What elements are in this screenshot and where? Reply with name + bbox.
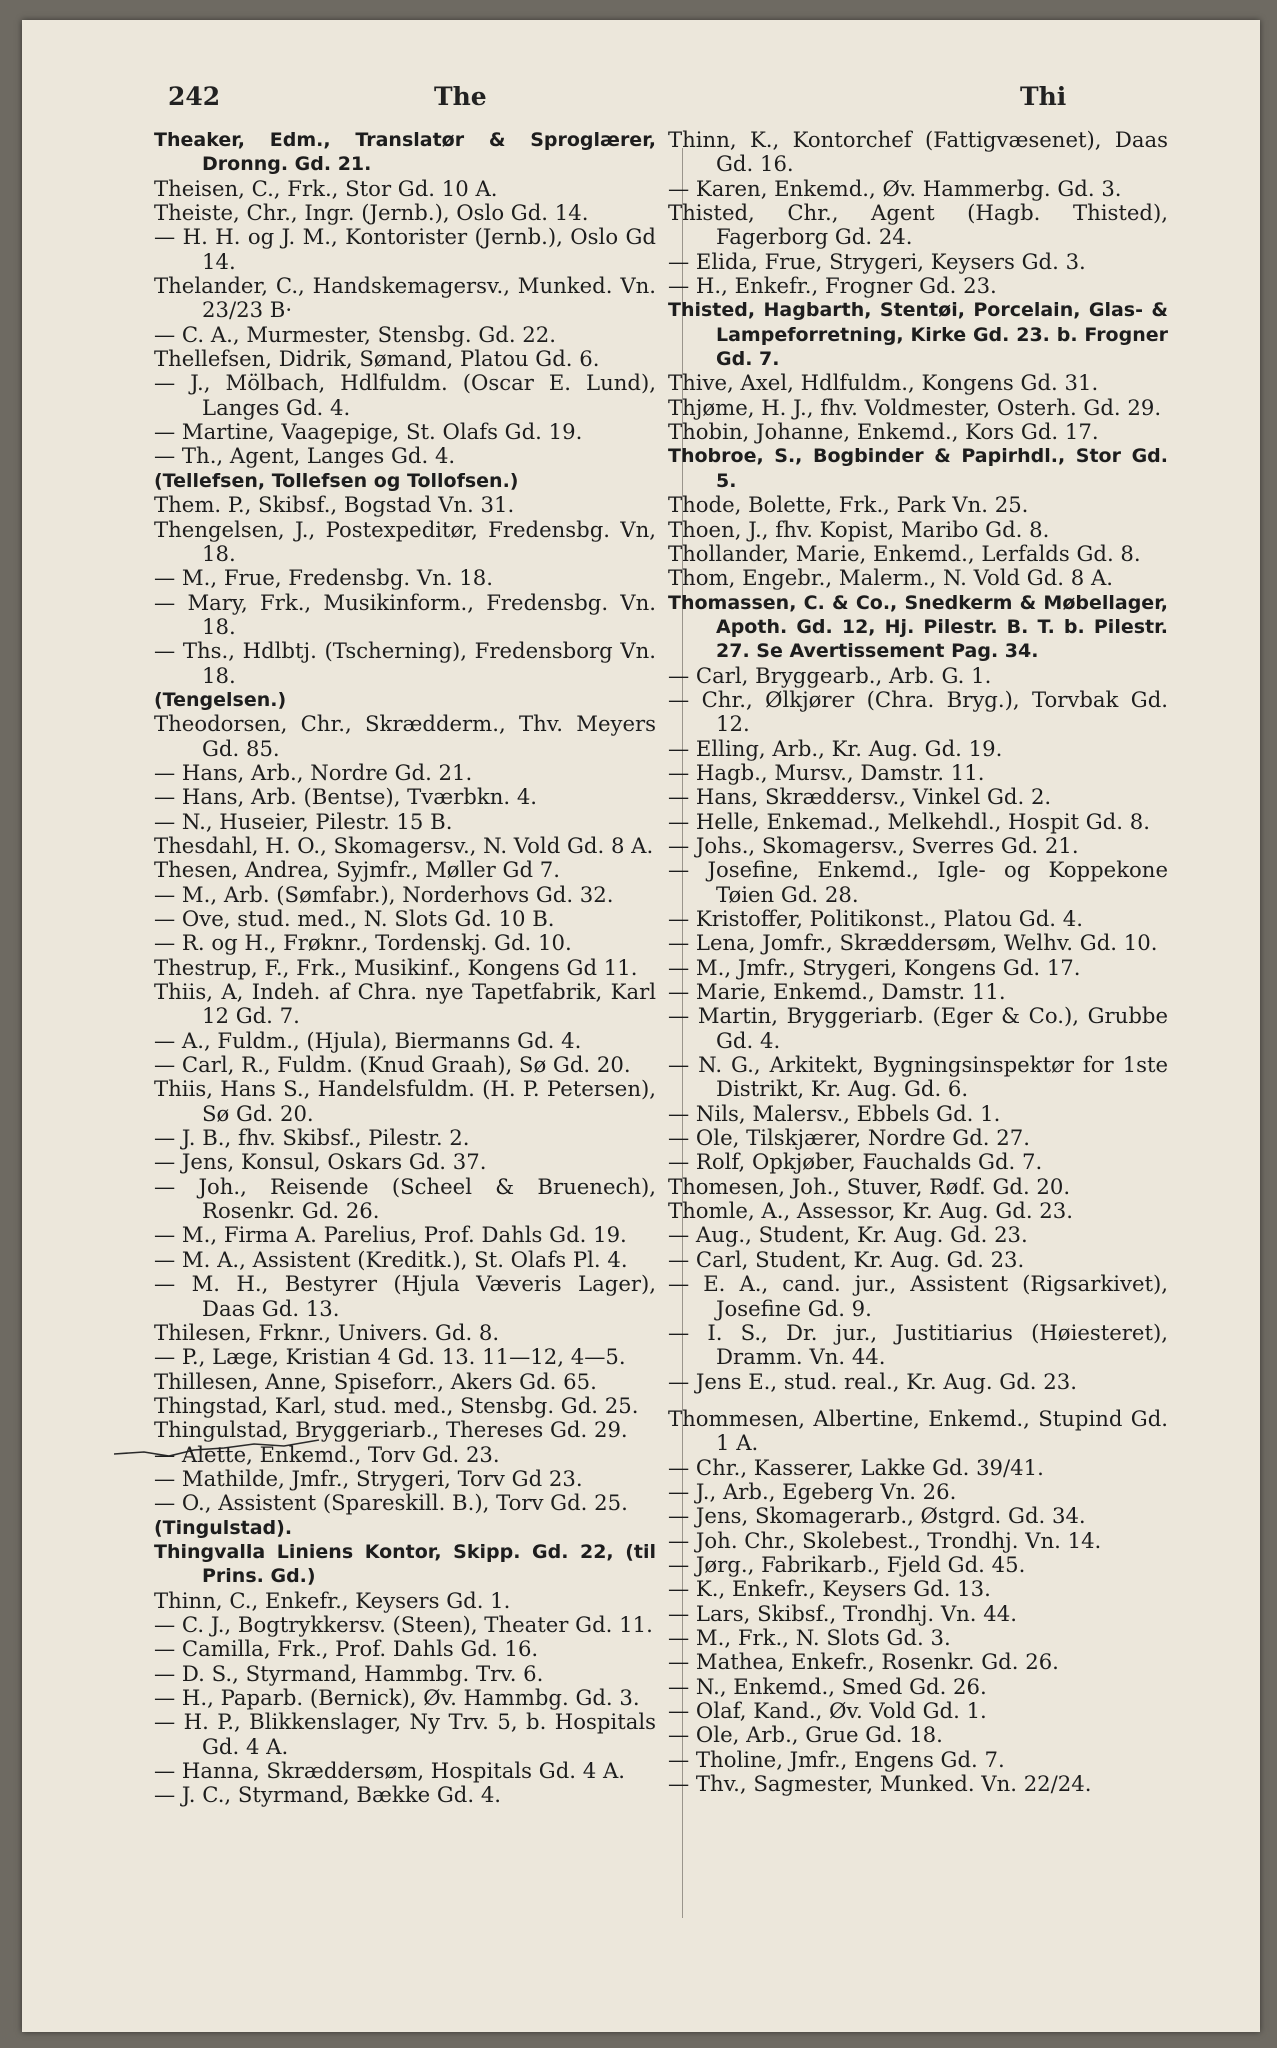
directory-entry: — Ths., Hdlbtj. (Tscherning), Fredensborg Vn. 18.: [154, 638, 656, 688]
directory-entry: — R. og H., Frøknr., Tordenskj. Gd. 10.: [154, 930, 572, 956]
directory-entry: — Carl, R., Fuldm. (Knud Graah), Sø Gd. 20.: [154, 1052, 631, 1078]
directory-entry: — N., Enkemd., Smed Gd. 26.: [668, 1673, 987, 1699]
page-number: 242: [168, 82, 221, 111]
directory-entry: — Carl, Student, Kr. Aug. Gd. 23.: [668, 1246, 1025, 1272]
directory-entry: — Hanna, Skræddersøm, Hospitals Gd. 4 A.: [154, 1758, 625, 1784]
directory-entry: — Martine, Vaagepige, St. Olafs Gd. 19.: [154, 419, 583, 445]
directory-entry: Thiis, A, Indeh. af Chra. nye Tapetfabrik, Karl 12 Gd. 7.: [154, 979, 656, 1029]
header-left-word: The: [434, 82, 487, 111]
directory-entry: — A., Fuldm., (Hjula), Biermanns Gd. 4.: [154, 1027, 582, 1053]
directory-entry: (Tellefsen, Tollefsen og Tollofsen.): [154, 469, 519, 492]
directory-entry: Thestrup, F., Frk., Musikinf., Kongens Gd 11.: [154, 954, 638, 980]
directory-entry: — M. H., Bestyrer (Hjula Væveris Lager), Daas Gd. 13.: [154, 1271, 656, 1321]
directory-entry: — Josefine, Enkemd., Igle- og Koppekone Tøien Gd. 28.: [668, 857, 1168, 907]
left-column: [154, 128, 656, 1808]
directory-entry: — Carl, Bryggearb., Arb. G. 1.: [668, 662, 992, 688]
directory-entry: — Jens E., stud. real., Kr. Aug. Gd. 23.: [668, 1368, 1077, 1394]
directory-entry: — Mathilde, Jmfr., Strygeri, Torv Gd 23.: [154, 1465, 583, 1491]
directory-entry: Thillesen, Anne, Spiseforr., Akers Gd. 65.: [154, 1368, 597, 1394]
directory-entry: Thollander, Marie, Enkemd., Lerfalds Gd. 8.: [668, 540, 1141, 566]
directory-entry: — M., Frk., N. Slots Gd. 3.: [668, 1624, 951, 1650]
directory-entry: — Jens, Skomagerarb., Østgrd. Gd. 34.: [668, 1503, 1086, 1529]
directory-entry: — Olaf, Kand., Øv. Vold Gd. 1.: [668, 1698, 987, 1723]
directory-entry: — H. H. og J. M., Kontorister (Jernb.), Oslo Gd 14.: [154, 224, 656, 274]
directory-entry: — M., Arb. (Sømfabr.), Norderhovs Gd. 32.: [154, 881, 614, 907]
directory-entry: Thisted, Chr., Agent (Hagb. Thisted), Fagerborg Gd. 24.: [668, 200, 1168, 250]
directory-entry: (Tingulstad).: [154, 1516, 293, 1539]
directory-entry: — Th., Agent, Langes Gd. 4.: [154, 443, 456, 469]
directory-entry: Thilesen, Frknr., Univers. Gd. 8.: [154, 1319, 500, 1345]
directory-entry: — Hans, Arb. (Bentse), Tværbkn. 4.: [154, 784, 538, 810]
directory-entry: Thomassen, C. & Co., Snedkerm & Møbellager, Apoth. Gd. 12, Hj. Pilestr. B. T. b. Pilestr. 27. Se Avertissement Pag. 34.: [668, 591, 1168, 663]
directory-entry: — Ole, Arb., Grue Gd. 18.: [668, 1722, 943, 1748]
directory-entry: — Ole, Tilskjærer, Nordre Gd. 27.: [668, 1125, 1030, 1151]
directory-entry: Thobin, Johanne, Enkemd., Kors Gd. 17.: [668, 419, 1099, 445]
directory-entry: Thingstad, Karl, stud. med., Stensbg. Gd. 25.: [154, 1392, 639, 1418]
directory-entry: — H. P., Blikkenslager, Ny Trv. 5, b. Hospitals Gd. 4 A.: [154, 1709, 656, 1759]
directory-entry: — Nils, Malersv., Ebbels Gd. 1.: [668, 1100, 1001, 1126]
directory-entry: Thinn, K., Kontorchef (Fattigvæsenet), Daas Gd. 16.: [668, 127, 1168, 177]
directory-entry: Thomle, A., Assessor, Kr. Aug. Gd. 23.: [668, 1198, 1074, 1224]
directory-entry: Thisted, Hagbarth, Stentøi, Porcelain, Glas- & Lampeforretning, Kirke Gd. 23. b. Frogner Gd. 7.: [668, 299, 1168, 371]
directory-entry: Thive, Axel, Hdlfuldm., Kongens Gd. 31.: [668, 370, 1099, 396]
directory-entry: — Hans, Skræddersv., Vinkel Gd. 2.: [668, 784, 1052, 810]
directory-entry: — M. A., Assistent (Kreditk.), St. Olafs Pl. 4.: [154, 1246, 628, 1272]
directory-entry: — J. C., Styrmand, Bække Gd. 4.: [154, 1782, 502, 1808]
directory-entry: — Elida, Frue, Strygeri, Keysers Gd. 3.: [668, 248, 1086, 274]
header-right-word: Thi: [1020, 82, 1067, 111]
directory-entry: — Kristoffer, Politikonst., Platou Gd. 4.: [668, 906, 1083, 931]
directory-entry: — Helle, Enkemad., Melkehdl., Hospit Gd. 8.: [668, 808, 1150, 834]
directory-entry: — E. A., cand. jur., Assistent (Rigsarkivet), Josefine Gd. 9.: [668, 1271, 1168, 1321]
directory-entry: (Tengelsen.): [154, 688, 287, 711]
directory-entry: — Lars, Skibsf., Trondhj. Vn. 44.: [668, 1600, 1017, 1626]
directory-entry: Theisen, C., Frk., Stor Gd. 10 A.: [154, 175, 498, 201]
directory-entry: Thoen, J., fhv. Kopist, Maribo Gd. 8.: [668, 516, 1050, 542]
directory-entry: — Chr., Ølkjører (Chra. Bryg.), Torvbak Gd. 12.: [668, 686, 1168, 737]
directory-entry: — Alette, Enkemd., Torv Gd. 23.: [154, 1441, 500, 1467]
directory-entry: Thode, Bolette, Frk., Park Vn. 25.: [668, 492, 1029, 518]
directory-entry: Thingvalla Liniens Kontor, Skipp. Gd. 22, (til Prins. Gd.): [154, 1540, 656, 1588]
directory-entry: — Lena, Jomfr., Skræddersøm, Welhv. Gd. 10.: [668, 930, 1158, 956]
directory-entry: Thomesen, Joh., Stuver, Rødf. Gd. 20.: [668, 1173, 1071, 1199]
directory-entry: — Tholine, Jmfr., Engens Gd. 7.: [668, 1746, 1005, 1772]
directory-entry: — Mary, Frk., Musikinform., Fredensbg. Vn. 18.: [154, 589, 656, 639]
directory-entry: — Hans, Arb., Nordre Gd. 21.: [154, 759, 473, 785]
directory-entry: — N., Huseier, Pilestr. 15 B.: [154, 808, 453, 834]
directory-entry: Thesen, Andrea, Syjmfr., Møller Gd 7.: [154, 857, 560, 883]
directory-entry: Thengelsen, J., Postexpeditør, Fredensbg. Vn, 18.: [154, 516, 656, 566]
directory-entry: — O., Assistent (Spareskill. B.), Torv Gd. 25.: [154, 1490, 628, 1516]
directory-entry: — Martin, Bryggeriarb. (Eger & Co.), Grubbe Gd. 4.: [668, 1003, 1168, 1053]
page-header: [154, 82, 1204, 122]
directory-entry: Thesdahl, H. O., Skomagersv., N. Vold Gd. 8 A.: [154, 832, 654, 858]
directory-entry: Thinn, C., Enkefr., Keysers Gd. 1.: [154, 1587, 511, 1613]
directory-entry: — Karen, Enkemd., Øv. Hammerbg. Gd. 3.: [668, 175, 1122, 201]
directory-entry: Theodorsen, Chr., Skrædderm., Thv. Meyers Gd. 85.: [154, 711, 656, 761]
directory-entry: — H., Paparb. (Bernick), Øv. Hammbg. Gd. 3.: [154, 1685, 640, 1710]
directory-entry: — Aug., Student, Kr. Aug. Gd. 23.: [668, 1222, 1028, 1248]
directory-entry: — Joh. Chr., Skolebest., Trondhj. Vn. 14.: [668, 1527, 1102, 1553]
directory-entry: — M., Frue, Fredensbg. Vn. 18.: [154, 565, 493, 591]
directory-entry: — Rolf, Opkjøber, Fauchalds Gd. 7.: [668, 1149, 1043, 1175]
directory-entry: Theaker, Edm., Translatør & Sproglærer, Dronng. Gd. 21.: [154, 129, 656, 176]
directory-entry: — M., Jmfr., Strygeri, Kongens Gd. 17.: [668, 954, 1081, 980]
directory-entry: Thjøme, H. J., fhv. Voldmester, Osterh. Gd. 29.: [668, 394, 1162, 420]
directory-entry: — H., Enkefr., Frogner Gd. 23.: [668, 273, 997, 299]
directory-entry: — J., Arb., Egeberg Vn. 26.: [668, 1478, 957, 1504]
directory-entry: — Chr., Kasserer, Lakke Gd. 39/41.: [668, 1454, 1044, 1480]
directory-entry: — K., Enkefr., Keysers Gd. 13.: [668, 1576, 991, 1602]
directory-entry: — Johs., Skomagersv., Sverres Gd. 21.: [668, 832, 1079, 858]
directory-entry: — Thv., Sagmester, Munked. Vn. 22/24.: [668, 1771, 1092, 1797]
directory-entry: — J. B., fhv. Skibsf., Pilestr. 2.: [154, 1125, 470, 1151]
right-column: [668, 128, 1168, 1796]
directory-entry: Thingulstad, Bryggeriarb., Thereses Gd. 29.: [154, 1417, 628, 1443]
directory-entry: — N. G., Arkitekt, Bygningsinspektør for 1ste Distrikt, Kr. Aug. Gd. 6.: [668, 1052, 1168, 1102]
directory-entry: — M., Firma A. Parelius, Prof. Dahls Gd. 19.: [154, 1222, 627, 1248]
directory-entry: Thobroe, S., Bogbinder & Papirhdl., Stor Gd. 5.: [668, 445, 1168, 492]
directory-entry: Thom, Engebr., Malerm., N. Vold Gd. 8 A.: [668, 565, 1113, 591]
directory-entry: Thelander, C., Handskemagersv., Munked. Vn. 23/23 B·: [154, 273, 656, 323]
directory-entry: Them. P., Skibsf., Bogstad Vn. 31.: [154, 492, 515, 518]
directory-entry: — C. A., Murmester, Stensbg. Gd. 22.: [154, 321, 556, 347]
directory-entry: — Ove, stud. med., N. Slots Gd. 10 B.: [154, 906, 555, 931]
directory-entry: — I. S., Dr. jur., Justitiarius (Høiesteret), Dramm. Vn. 44.: [668, 1319, 1168, 1370]
directory-entry: — D. S., Styrmand, Hammbg. Trv. 6.: [154, 1660, 544, 1686]
directory-entry: — Jens, Konsul, Oskars Gd. 37.: [154, 1149, 487, 1175]
directory-entry: — Hagb., Mursv., Damstr. 11.: [668, 759, 985, 785]
directory-entry: — Elling, Arb., Kr. Aug. Gd. 19.: [668, 735, 1003, 761]
directory-entry: Thiis, Hans S., Handelsfuldm. (H. P. Petersen), Sø Gd. 20.: [154, 1076, 656, 1126]
directory-entry: Thellefsen, Didrik, Sømand, Platou Gd. 6.: [154, 346, 600, 372]
directory-entry: — J., Mölbach, Hdlfuldm. (Oscar E. Lund), Langes Gd. 4.: [154, 370, 656, 420]
directory-entry: — Jørg., Fabrikarb., Fjeld Gd. 45.: [668, 1551, 1026, 1577]
directory-entry: — C. J., Bogtrykkersv. (Steen), Theater Gd. 11.: [154, 1611, 653, 1637]
directory-entry: Thommesen, Albertine, Enkemd., Stupind Gd. 1 A.: [668, 1405, 1168, 1456]
directory-entry: — Mathea, Enkefr., Rosenkr. Gd. 26.: [668, 1649, 1059, 1675]
directory-entry: — Joh., Reisende (Scheel & Bruenech), Rosenkr. Gd. 26.: [154, 1173, 656, 1224]
directory-entry: Theiste, Chr., Ingr. (Jernb.), Oslo Gd. 14.: [154, 200, 589, 226]
directory-entry: — P., Læge, Kristian 4 Gd. 13. 11—12, 4—5.: [154, 1344, 626, 1370]
directory-entry: — Camilla, Frk., Prof. Dahls Gd. 16.: [154, 1636, 539, 1662]
directory-entry: — Marie, Enkemd., Damstr. 11.: [668, 979, 1006, 1005]
